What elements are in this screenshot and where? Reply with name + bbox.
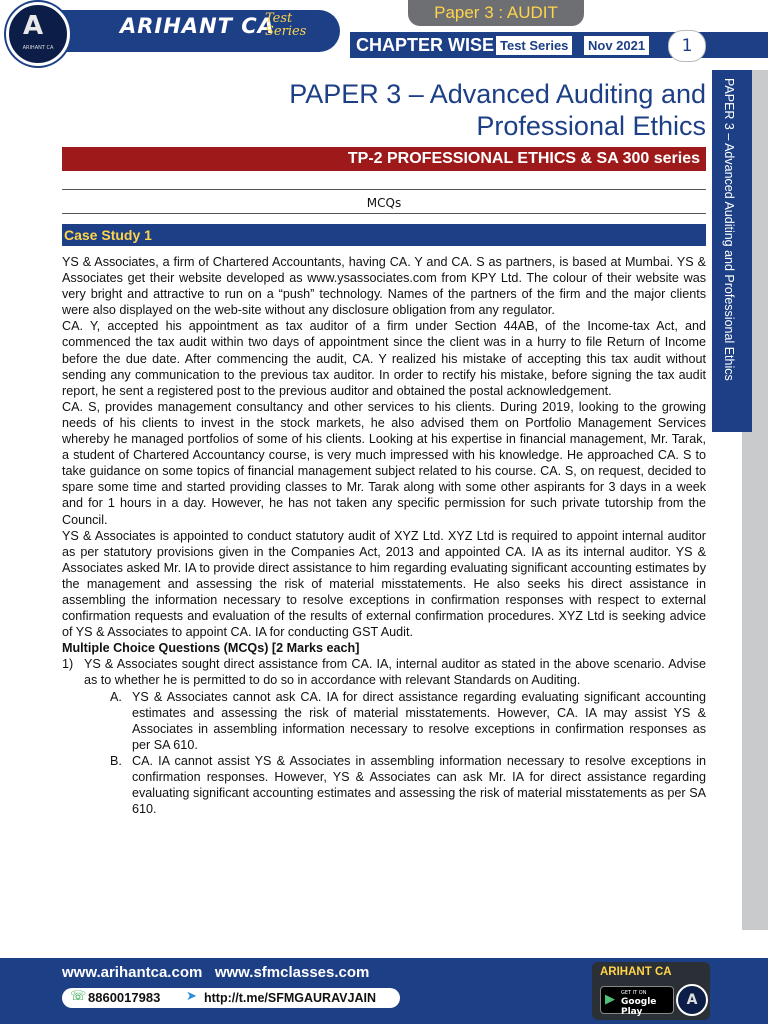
option-text: CA. IA cannot assist YS & Associates in assembling information necessary to resolve exceptions in confirmation responses. However, YS & Associates can ask Mr. IA for direct assistance regarding evaluating significant accounting estimates and assessing the risk of material misstatements as per SA 610. xyxy=(132,753,706,817)
paper-label-tab xyxy=(408,0,584,26)
divider-top xyxy=(62,189,706,190)
chapterwise-label: CHAPTER WISE xyxy=(356,35,495,55)
option-b xyxy=(110,753,706,817)
phone-number[interactable]: 8860017983 xyxy=(88,990,161,1005)
app-name: ARIHANT CA xyxy=(600,966,672,978)
mcqs-label: MCQs xyxy=(366,196,402,210)
side-tab xyxy=(712,70,752,432)
logo-subtitle: ARIHANT CA xyxy=(22,45,54,51)
contact-strip xyxy=(62,988,400,1008)
option-text: YS & Associates cannot ask CA. IA for direct assistance regarding evaluating significant accounting estimates and assessing the risk of material misstatements. However, CA. IA may assist YS & Associates in assembling information necessary to resolve exceptions in confirmation responses as per SA 610. xyxy=(132,689,706,752)
google-play-badge[interactable] xyxy=(600,986,674,1017)
question xyxy=(62,656,706,688)
topic-title: TP-2 PROFESSIONAL ETHICS & SA 300 series xyxy=(347,150,700,167)
option-label: A. xyxy=(110,689,122,704)
website-link-sfm[interactable]: www.sfmclasses.com xyxy=(214,964,370,981)
option-label: B. xyxy=(110,753,122,768)
mcq-heading: Multiple Choice Questions (MCQs) [2 Marks each] xyxy=(62,641,360,656)
footer-websites xyxy=(62,964,369,981)
divider-bottom xyxy=(62,213,706,214)
telegram-link[interactable]: http://t.me/SFMGAURAVJAIN xyxy=(204,991,376,1005)
paragraph: YS & Associates is appointed to conduct statutory audit of XYZ Ltd. XYZ Ltd is required to appoint internal auditor as per statutory provisions given in the Companies Act, 2013 and appointed CA. IA as its internal auditor. YS & Associates asked Mr. IA to provide direct assistance to him regarding evaluating significant accounting estimates by the management and assessing the risk of material misstatements. He also seeks his direct assistance in assembling the information necessary to resolve exceptions in confirmation responses with respect to external confirmation requests and evaluation of the results of external confirmation procedures. XYZ Ltd is seeking advice of YS & Associates to appoint CA. IA for conducting GST Audit. xyxy=(62,528,706,640)
website-link-arihant[interactable]: www.arihantca.com xyxy=(62,964,203,981)
brand-name: ARIHANT CA xyxy=(120,14,275,38)
page-title xyxy=(60,78,706,142)
title-line-1: PAPER 3 – Advanced Auditing and xyxy=(289,79,706,109)
paragraph: YS & Associates, a firm of Chartered Accountants, having CA. Y and CA. S as partners, is based at Mumbai. YS & Associates get their website developed as www.ysassociates.com from KPY Ltd. The colour of their website was very bright and attractive to run on a “push” technology. Names of the partners of the firm and the major clients were also displayed on the web-site without any disclosure obligation from any regulator. xyxy=(62,255,706,318)
play-store-icon: ▶ xyxy=(605,992,615,1007)
telegram-icon: ➤ xyxy=(186,989,197,1004)
title-line-2: Professional Ethics xyxy=(476,111,706,141)
get-it-on-label: GET IT ON xyxy=(621,990,647,996)
google-play-label: Google Play xyxy=(621,997,657,1017)
side-tab-label: PAPER 3 – Advanced Auditing and Professional Ethics xyxy=(722,78,736,381)
option-a xyxy=(110,689,706,753)
whatsapp-icon: ☏ xyxy=(70,989,87,1004)
case-study-content xyxy=(62,254,706,817)
app-logo-icon: A xyxy=(676,984,708,1016)
question-number: 1) xyxy=(62,657,74,672)
paragraph: CA. Y, accepted his appointment as tax auditor of a firm under Section 44AB, of the Income-tax Act, and commenced the tax audit within two days of appointment since the client was in a hurry to file Return of Income before the due date. After commencing the audit, CA. Y realized his mistake of accepting this tax audit without sending any communication to the previous tax auditor. In order to rectify his mistake, before signing the tax audit report, he sent a registered post to the previous auditor and obtained the postal acknowledgement. xyxy=(62,319,706,398)
page-number: 1 xyxy=(668,30,706,62)
case-study-title: Case Study 1 xyxy=(64,227,152,243)
topic-bar xyxy=(62,147,706,171)
paragraph: CA. S, provides management consultancy and other services to his clients. During 2019, looking to the growing needs of his clients to invest in the stock markets, he also advised them on Portfolio Management Services whereby he managed portfolios of some of his clients. Looking at his expertise in financial management, Mr. Tarak, a student of Chartered Accountancy course, is very much impressed with his knowledge. He approached CA. S to take guidance on some topics of financial management subject related to his course. CA. S, on request, decided to spare some time and started providing classes to Mr. Tarak along with some other aspirants for 3 days in a week and for 1 hours in a day. However, he has not taken any specific permission for such private tutorship from the Council. xyxy=(62,399,706,527)
test-series-tag: Test Series xyxy=(496,36,572,55)
arihant-logo xyxy=(6,2,70,66)
case-study-bar xyxy=(62,224,706,246)
app-promo[interactable] xyxy=(592,962,710,1020)
page-header xyxy=(0,0,768,62)
question-text: YS & Associates sought direct assistance from CA. IA, internal auditor as stated in the above scenario. Advise as to whether he is permitted to do so in accordance with relevant Standards on Auditing. xyxy=(84,657,706,688)
brand-script: Test Series xyxy=(265,11,307,39)
session-tag: Nov 2021 xyxy=(584,36,649,55)
paper-label: Paper 3 : AUDIT xyxy=(434,3,558,22)
logo-a-icon: A xyxy=(23,11,44,41)
